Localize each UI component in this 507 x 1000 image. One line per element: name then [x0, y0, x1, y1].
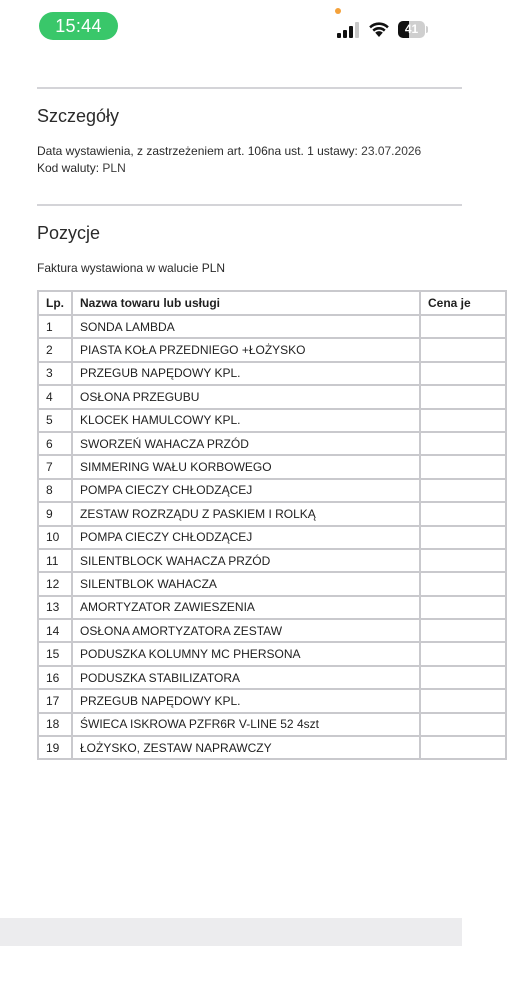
- row-lp-cell: 8: [38, 479, 72, 502]
- row-name-cell: SIMMERING WAŁU KORBOWEGO: [72, 455, 420, 478]
- row-name-cell: OSŁONA PRZEGUBU: [72, 385, 420, 408]
- row-name-cell: ŁOŻYSKO, ZESTAW NAPRAWCZY: [72, 736, 420, 759]
- row-name-cell: KLOCEK HAMULCOWY KPL.: [72, 409, 420, 432]
- table-header-row: [38, 291, 506, 315]
- row-name-cell: PODUSZKA STABILIZATORA: [72, 666, 420, 689]
- details-section-title: Szczegóły: [37, 106, 120, 126]
- table-row: [38, 642, 506, 665]
- row-price-cell: [420, 455, 506, 478]
- positions-table-scroll[interactable]: [37, 290, 471, 760]
- row-name-cell: SILENTBLOK WAHACZA: [72, 572, 420, 595]
- row-name-cell: POMPA CIECZY CHŁODZĄCEJ: [72, 479, 420, 502]
- positions-table-body: [38, 315, 506, 759]
- row-price-cell: [420, 713, 506, 736]
- row-lp-cell: 17: [38, 689, 72, 712]
- cellular-signal-icon: [337, 22, 359, 38]
- currency-value: PLN: [102, 161, 126, 175]
- currency-line: [37, 161, 126, 175]
- row-price-cell: [420, 596, 506, 619]
- row-name-cell: PRZEGUB NAPĘDOWY KPL.: [72, 362, 420, 385]
- row-lp-cell: 13: [38, 596, 72, 619]
- row-name-cell: ZESTAW ROZRZĄDU Z PASKIEM I ROLKĄ: [72, 502, 420, 525]
- row-name-cell: SWORZEŃ WAHACZA PRZÓD: [72, 432, 420, 455]
- row-price-cell: [420, 479, 506, 502]
- row-name-cell: PIASTA KOŁA PRZEDNIEGO +ŁOŻYSKO: [72, 338, 420, 361]
- table-row: [38, 666, 506, 689]
- wifi-icon: [368, 20, 390, 38]
- row-price-cell: [420, 502, 506, 525]
- table-row: [38, 572, 506, 595]
- issue-date-label: Data wystawienia, z zastrzeżeniem art. 106na ust. 1 ustawy:: [37, 144, 358, 158]
- row-lp-cell: 7: [38, 455, 72, 478]
- row-lp-cell: 5: [38, 409, 72, 432]
- row-lp-cell: 14: [38, 619, 72, 642]
- table-row: [38, 736, 506, 759]
- table-row: [38, 479, 506, 502]
- table-row: [38, 455, 506, 478]
- battery-level: 41: [404, 22, 419, 36]
- table-row: [38, 409, 506, 432]
- table-row: [38, 315, 506, 338]
- row-price-cell: [420, 409, 506, 432]
- row-lp-cell: 18: [38, 713, 72, 736]
- row-name-cell: POMPA CIECZY CHŁODZĄCEJ: [72, 526, 420, 549]
- row-price-cell: [420, 385, 506, 408]
- row-price-cell: [420, 666, 506, 689]
- table-row: [38, 713, 506, 736]
- row-lp-cell: 19: [38, 736, 72, 759]
- divider-middle: [37, 204, 462, 206]
- table-row: [38, 619, 506, 642]
- row-name-cell: OSŁONA AMORTYZATORA ZESTAW: [72, 619, 420, 642]
- table-row: [38, 502, 506, 525]
- row-name-cell: AMORTYZATOR ZAWIESZENIA: [72, 596, 420, 619]
- table-row: [38, 432, 506, 455]
- row-lp-cell: 15: [38, 642, 72, 665]
- row-lp-cell: 3: [38, 362, 72, 385]
- issue-date-line: [37, 144, 421, 158]
- row-price-cell: [420, 736, 506, 759]
- privacy-indicator-dot: [335, 8, 341, 14]
- divider-top: [37, 87, 462, 89]
- table-row: [38, 338, 506, 361]
- table-row: [38, 362, 506, 385]
- table-row: [38, 526, 506, 549]
- row-name-cell: SILENTBLOCK WAHACZA PRZÓD: [72, 549, 420, 572]
- row-name-cell: PODUSZKA KOLUMNY MC PHERSONA: [72, 642, 420, 665]
- status-time[interactable]: 15:44: [39, 12, 118, 40]
- row-price-cell: [420, 619, 506, 642]
- positions-section-title: Pozycje: [37, 223, 101, 243]
- currency-label: Kod waluty:: [37, 161, 100, 175]
- positions-table: [37, 290, 507, 760]
- row-lp-cell: 10: [38, 526, 72, 549]
- row-lp-cell: 12: [38, 572, 72, 595]
- row-name-cell: PRZEGUB NAPĘDOWY KPL.: [72, 689, 420, 712]
- row-price-cell: [420, 315, 506, 338]
- row-name-cell: SONDA LAMBDA: [72, 315, 420, 338]
- bottom-bar: [0, 918, 462, 946]
- table-row: [38, 549, 506, 572]
- battery-icon: [398, 21, 430, 38]
- row-price-cell: [420, 549, 506, 572]
- row-lp-cell: 2: [38, 338, 72, 361]
- row-lp-cell: 9: [38, 502, 72, 525]
- row-lp-cell: 16: [38, 666, 72, 689]
- invoice-currency-caption: Faktura wystawiona w walucie PLN: [37, 261, 226, 275]
- row-name-cell: ŚWIECA ISKROWA PZFR6R V-LINE 52 4szt: [72, 713, 420, 736]
- row-price-cell: [420, 338, 506, 361]
- status-bar: [0, 0, 462, 52]
- table-row: [38, 385, 506, 408]
- row-lp-cell: 4: [38, 385, 72, 408]
- column-header-lp: Lp.: [38, 291, 72, 315]
- row-price-cell: [420, 642, 506, 665]
- column-header-name: Nazwa towaru lub usługi: [72, 291, 420, 315]
- issue-date-value: 23.07.2026: [361, 144, 422, 158]
- row-price-cell: [420, 362, 506, 385]
- table-row: [38, 596, 506, 619]
- row-price-cell: [420, 689, 506, 712]
- row-lp-cell: 1: [38, 315, 72, 338]
- table-row: [38, 689, 506, 712]
- column-header-price: Cena je: [420, 291, 506, 315]
- row-lp-cell: 6: [38, 432, 72, 455]
- row-lp-cell: 11: [38, 549, 72, 572]
- row-price-cell: [420, 526, 506, 549]
- row-price-cell: [420, 432, 506, 455]
- row-price-cell: [420, 572, 506, 595]
